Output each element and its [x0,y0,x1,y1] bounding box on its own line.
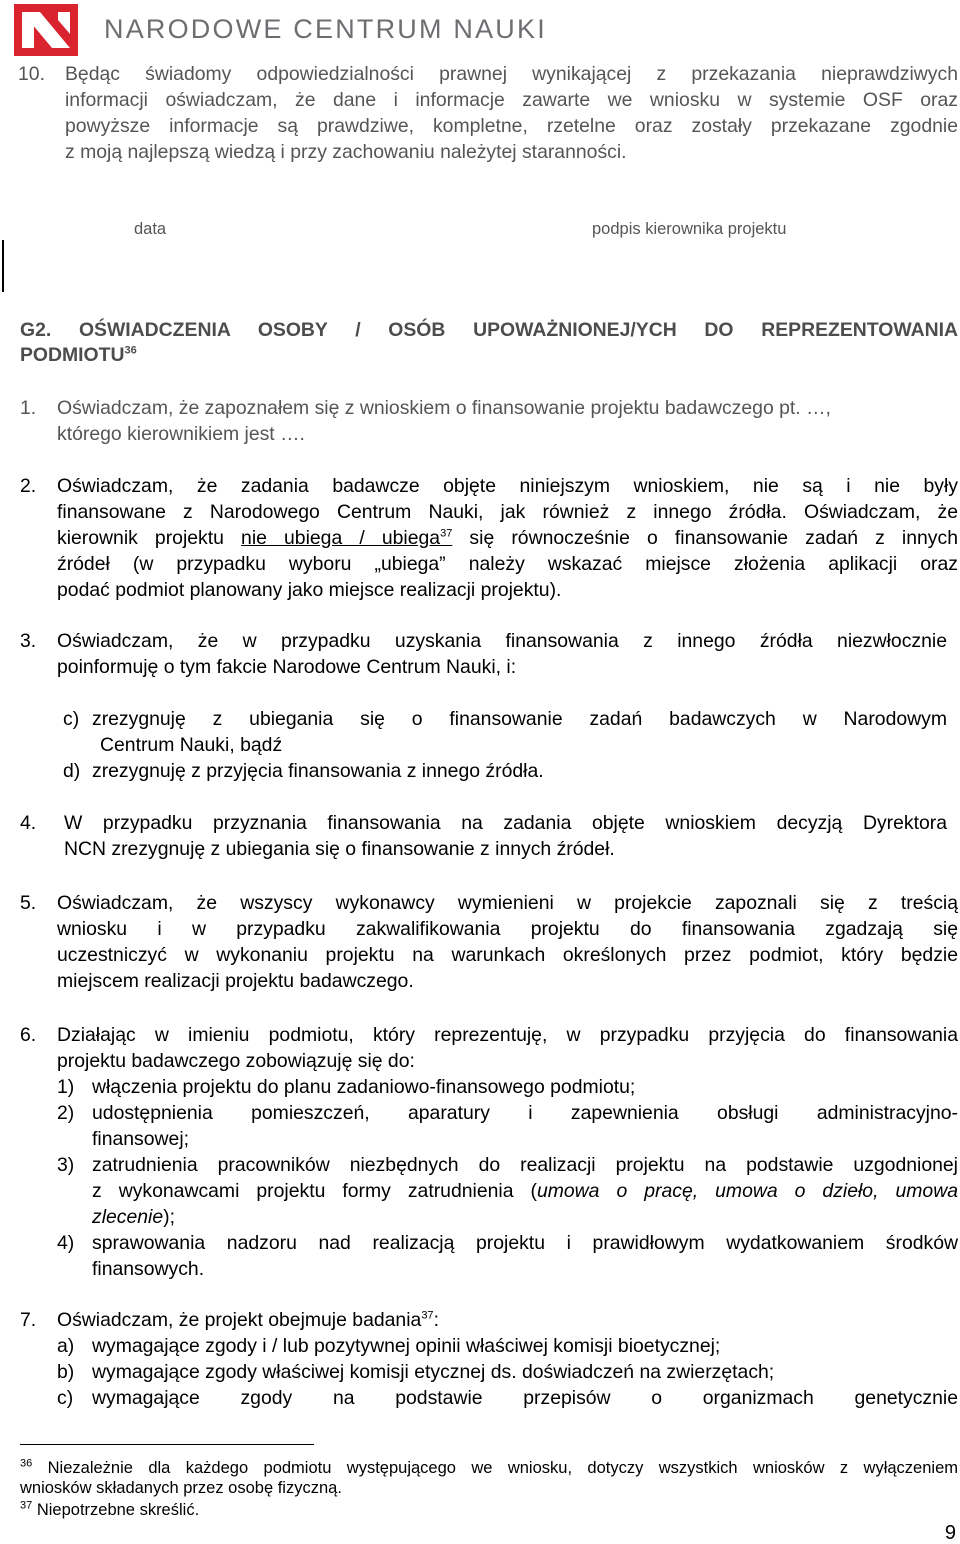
sub-item-c [92,706,947,732]
footnote-ref: 37 [440,527,453,540]
statement-line: W przypadku przyznania finansowania na zadania objęte wnioskiem decyzją Dyrektora [64,812,947,834]
statement-10 [65,61,958,165]
statement-line: źródeł (w przypadku wyboru „ubiega” należy wskazać miejsce złożenia aplikacji oraz [57,553,958,575]
statement-line: zrezygnuję z ubiegania się o finansowanie zadań badawczych w Narodowym [92,708,947,730]
item-number: 7. [20,1309,37,1331]
statement-line: NCN zrezygnuję z ubiegania się o finansowanie z innych źródeł. [64,838,615,860]
item-number: 10. [18,63,45,85]
statement-2 [57,473,958,603]
sub-item-b [92,1359,958,1385]
statement-line: projektu badawczego zobowiązuję się do: [57,1050,415,1072]
item-number: 6. [20,1024,37,1046]
statement-4 [64,810,947,862]
statement-5 [57,890,958,994]
signature-label: podpis kierownika projektu [592,220,787,238]
statement-line: sprawowania nadzoru nad realizacją projektu i prawidłowym wydatkowaniem środków [92,1232,958,1254]
item-number: 2. [20,475,37,497]
statement-line: którego kierownikiem jest …. [57,423,305,445]
date-label: data [134,220,167,238]
sub-item-c [92,1385,958,1411]
sub-item-2 [92,1100,958,1152]
sub-label: b) [57,1361,75,1383]
footnote-text: Niepotrzebne skreślić. [32,1501,200,1519]
statement-6 [57,1022,958,1074]
statement-line: wniosku i w przypadku zakwalifikowania projektu do finansowania zgadzają się [57,918,958,940]
statement-3 [57,628,947,680]
footnote-ref: 37 [421,1309,434,1322]
sub-label: 1) [57,1076,75,1098]
statement-line: : [433,1309,439,1331]
section-title-line: PODMIOTU [20,344,125,366]
footnote-text: wniosków składanych przez osobę fizyczną. [20,1479,342,1497]
statement-line: udostępnienia pomieszczeń, aparatury i zapewnienia obsługi administracyjno- [92,1102,958,1124]
sub-label: 4) [57,1232,75,1254]
statement-line: wymagające zgody na podstawie przepisów o organizmach genetycznie [92,1387,958,1409]
organization-name: NARODOWE CENTRUM NAUKI [104,14,547,44]
section-g2-title [20,318,958,368]
signature-divider [2,240,4,292]
employment-forms: umowa o pracę, umowa o dzieło, umowa [536,1180,958,1202]
statement-line: finansowych. [92,1258,205,1280]
sub-item-c-cont [100,732,947,758]
checkbox-choice: nie ubiega / ubiega [241,527,441,549]
employment-forms: zlecenie [92,1206,164,1228]
statement-line: wymagające zgody właściwej komisji etycznej ds. doświadczeń na zwierzętach; [92,1361,775,1383]
statement-line: miejscem realizacji projektu badawczego. [57,970,414,992]
footnote-divider [20,1444,314,1445]
section-title-line: G2. OŚWIADCZENIA OSOBY / OSÓB UPOWAŻNIONEJ/YCH DO REPREZENTOWANIA [20,319,958,341]
statement-line: uczestniczyć w wykonaniu projektu na warunkach określonych przez podmiot, który będzie [57,944,958,966]
footnote-ref: 36 [124,344,137,357]
statement-line: podać podmiot planowany jako miejsce realizacji projektu). [57,579,562,601]
footnote-number: 36 [20,1457,33,1470]
ncn-logo-icon [14,4,78,56]
footnote-number: 37 [20,1499,33,1512]
page-number: 9 [944,1522,956,1544]
sub-label: c) [63,708,80,730]
statement-line: zrezygnuję z przyjęcia finansowania z innego źródła. [92,760,544,782]
statement-line: włączenia projektu do planu zadaniowo-finansowego podmiotu; [92,1076,636,1098]
footnote-text: Niezależnie dla każdego podmiotu występującego we wniosku, dotyczy wszystkich wniosków z wyłączeniem [32,1459,958,1477]
statement-line: z wykonawcami projektu formy zatrudnienia ( [92,1180,537,1202]
statement-7 [57,1307,958,1333]
statement-line: ); [163,1206,176,1228]
statement-line: się równocześnie o finansowanie zadań z innych [452,527,958,549]
statement-line: Będąc świadomy odpowiedzialności prawnej wynikającej z przekazania nieprawdziwych [65,63,958,85]
item-number: 1. [20,397,37,419]
statement-line: Oświadczam, że projekt obejmuje badania [57,1309,422,1331]
statement-line: zatrudnienia pracowników niezbędnych do realizacji projektu na podstawie uzgodnionej [92,1154,958,1176]
sub-item-d [92,758,947,784]
item-number: 5. [20,892,37,914]
sub-label: 2) [57,1102,75,1124]
sub-label: 3) [57,1154,75,1176]
footnote-36 [20,1458,958,1498]
statement-line: informacji oświadczam, że dane i informacje zawarte we wniosku w systemie OSF oraz [65,89,958,111]
statement-line: wymagające zgody i / lub pozytywnej opinii właściwej komisji bioetycznej; [92,1335,721,1357]
statement-line: Oświadczam, że [786,501,958,523]
statement-line: poinformuję o tym fakcie Narodowe Centrum Nauki, i: [57,656,517,678]
sub-label: d) [63,760,81,782]
sub-item-a [92,1333,958,1359]
statement-line: Działając w imieniu podmiotu, który reprezentuję, w przypadku przyjęcia do finansowania [57,1024,958,1046]
statement-line: Centrum Nauki, bądź [100,734,283,756]
sub-label: a) [57,1335,75,1357]
item-number: 4. [20,812,37,834]
sub-item-3 [92,1152,958,1230]
statement-line: Oświadczam, że w przypadku uzyskania finansowania z innego źródła niezwłocznie [57,630,947,652]
statement-line: Oświadczam, że zadania badawcze objęte niniejszym wnioskiem, nie są i nie były [57,475,958,497]
sub-item-4 [92,1230,958,1282]
statement-line: kierownik projektu [57,527,242,549]
footnote-37 [20,1500,620,1520]
statement-line: z moją najlepszą wiedzą i przy zachowaniu należytej staranności. [65,141,627,163]
sub-item-1 [92,1074,958,1100]
item-number: 3. [20,630,37,652]
sub-label: c) [57,1387,74,1409]
statement-line: Oświadczam, że zapoznałem się z wnioskiem o finansowanie projektu badawczego pt. …, [57,397,831,419]
statement-line: powyższe informacje są prawdziwe, kompletne, rzetelne oraz zostały przekazane zgodnie [65,115,958,137]
statement-line: finansowane z Narodowego Centrum Nauki, jak również z innego źródła. [57,501,787,523]
statement-line: Oświadczam, że wszyscy wykonawcy wymienieni w projekcie zapoznali się z treścią [57,892,958,914]
statement-line: finansowej; [92,1128,190,1150]
statement-1 [57,395,958,447]
